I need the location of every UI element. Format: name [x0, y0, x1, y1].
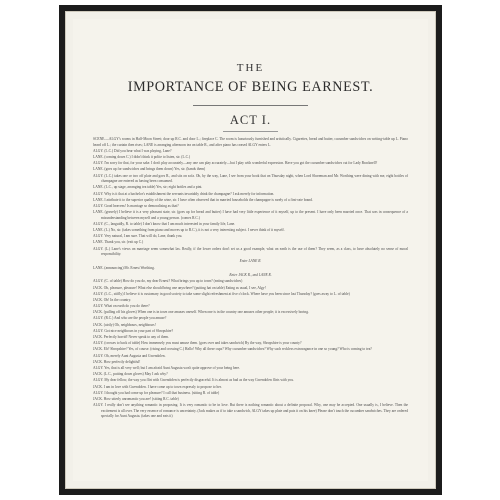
act-heading: ACT I. [229, 113, 272, 127]
stage-direction: Enter JACK R., and LANE R. [229, 272, 272, 277]
dialogue-line: ALGY. Yes, that is all very well; but I am afraid Aunt Augusta won't quite approve of your being here. [93, 365, 240, 370]
dialogue-line: JACK. Oh, pleasure, pleasure! What else should bring one anywhere? (putting hat on table) Eating as usual, I see, Algy! [93, 285, 266, 290]
dialogue-line: ALGY. Very natural, I am sure. That will do, Lane, thank you. [93, 234, 183, 239]
scene-description: SCENE.—ALGY's rooms in Half-Moon Street; door up R.C. and door L.; fireplace C. The room is luxuriously furnished and artistically. Cigarettes, bread and butter, cucumber sandwiches on writing-table up L. Piano heard off L.; the curtain then rises; LANE is arranging afternoon tea on table R., and after piano has ceased ALGY enters L. [93, 137, 408, 147]
dialogue-line: JACK. Oh! In the country. [93, 297, 132, 302]
page-title: IMPORTANCE OF BEING EARNEST. [127, 79, 374, 95]
print-sheet [73, 19, 428, 481]
dialogue-line: LANE. Thank you, sir. (exit up C.) [93, 240, 144, 245]
dialogue-line: JACK. Eh? Shropshire? Yes, of course. (rising and crossing C.) Hallo! Why all these cups? Why cucumber sandwiches? Why such reckless extravagance in one so young? Who is coming to tea? [93, 347, 372, 352]
dialogue-line: ALGY. I really don't see anything romantic in proposing. It is very romantic to be in love. But there is nothing romantic about a definite proposal. Why, one may be accepted. One usually is, I believe. Then the excitement is all over. The very essence of romance is uncertainty. (Jack makes as if to take a sandwich, ALGY takes up plate and puts it on his knee) Please don't touch the cucumber sandwiches. They are ordered specially for Aunt Augusta. (takes one and eats it) [93, 403, 408, 419]
dialogue-line: LANE. I attribute it to the superior quality of the wine, sir. I have often observed that in married households the champagne is rarely of a first-rate brand. [93, 197, 313, 202]
dialogue-line: LANE. (L.) No, sir. (takes something from piano and moves up to R.C.), it is not a very interesting subject. I never think of it myself. [93, 228, 285, 233]
dialogue-line: ALGY. What on earth do you do there? [93, 304, 150, 309]
dialogue-line: ALGY. Why is it that at a bachelor's establishment the servants invariably drink the champagne? I ask merely for information. [93, 191, 275, 196]
dialogue-line: ALGY. I'm sorry for that, for your sake. I don't play accurately—any one can play accurately—but I play with wonderful expression. Have you got the cucumber sandwiches cut for Lady Bracknell? [93, 161, 378, 166]
dialogue-line: ALGY. (L.C.) Did you hear what I was playing, Lane? [93, 148, 172, 153]
dialogue-line: ALGY. (L.) Lane's views on marriage seem somewhat lax. Really, if the lower orders don't set us a good example, what on earth is the use of them? They seem, as a class, to have absolutely no sense of moral responsibility. [93, 246, 408, 257]
dialogue-line: LANE. (goes up for sandwiches and brings them down) Yes, sir. (hands them) [93, 167, 206, 172]
dialogue-line: ALGY. (L.C., stiffly) I believe it is customary in good society to take some slight refreshment at five o'clock. Where have you been since last Thursday? (goes away to L. of table) [93, 291, 350, 296]
title-divider [193, 105, 308, 106]
dialogue-line: ALGY. (C. of table) How do you do, my dear Ernest? What brings you up to town? (eating sandwiches) [93, 279, 243, 284]
act-divider [223, 131, 278, 132]
dialogue-line: LANE. (L.C., up stage, arranging tea table) Yes, sir; eight bottles and a pint. [93, 185, 203, 190]
dialogue-line: JACK. (airily) Oh, neighbours, neighbours! [93, 322, 156, 327]
dialogue-line: LANE. (announcing) Mr. Ernest Worthing. [93, 265, 155, 270]
dialogue-line: JACK. (L.C., putting down gloves) May I ask why? [93, 372, 168, 377]
dialogue-line: ALGY. (crosses to back of table) How immensely you must amuse them. (goes over and takes sandwich) By the way, Shropshire is your county? [93, 341, 302, 346]
dialogue-line: JACK. Perfectly horrid! Never speak to any of them. [93, 335, 170, 339]
dialogue-line: ALGY. (R.C.) And who are the people you amuse? [93, 316, 167, 321]
dialogue-line: ALGY. Got nice neighbours in your part of Shropshire? [93, 328, 174, 333]
dialogue-line: JACK. How perfectly delightful! [93, 359, 141, 364]
dialogue-line: LANE. (coming down C.) I didn't think it polite to listen, sir. (L.C.) [93, 154, 191, 159]
dialogue-line: ALGY. Oh, merely Aunt Augusta and Gwendolen. [93, 353, 166, 358]
dialogue-line: ALGY. I thought you had come up for pleasure? I call that business. (sitting R. of table) [93, 390, 220, 395]
dialogue-line: JACK. (pulling off his gloves) When one is in town one amuses oneself. When one is in the country one amuses other people; it is excessively boring. [93, 310, 309, 315]
dialogue-line: ALGY. (L.C.) takes one or two off plate and goes R., and sits on sofa. Oh, by the way, Lane, I see from your book that on Thursday night, when Lord Shoreman and Mr. Worthing were dining with me, eight bottles of champagne are entered as having been consumed. [93, 173, 408, 184]
dialogue-line: ALGY. My dear fellow, the way you flirt with Gwendolen is perfectly disgraceful. It is almost as bad as the way Gwendolen flirts with you. [93, 378, 294, 383]
dialogue-line: JACK. I am in love with Gwendolen. I have come up to town expressly to propose to her. [93, 384, 222, 389]
dialogue-line: ALGY. Good heavens! Is marriage so demoralising as that? [93, 203, 179, 208]
stage-direction: Enter LANE R. [239, 258, 262, 263]
title-article: THE [236, 62, 265, 74]
script-text [93, 137, 408, 420]
picture-frame [59, 5, 442, 495]
dialogue-line: ALGY. (C., languidly, R. to table) I don't know that I am much interested in your family life, Lane. [93, 221, 236, 226]
dialogue-line: JACK. How utterly unromantic you are! (sitting R.C. table) [93, 396, 179, 401]
dialogue-line: LANE. (gravely) I believe it is a very pleasant state, sir. (goes up for bread and butter) I have had very little experience of it myself, up to the present. I have only been married once. That was in consequence of a misunderstanding between myself and a young person. (comes R.C.) [93, 210, 408, 220]
